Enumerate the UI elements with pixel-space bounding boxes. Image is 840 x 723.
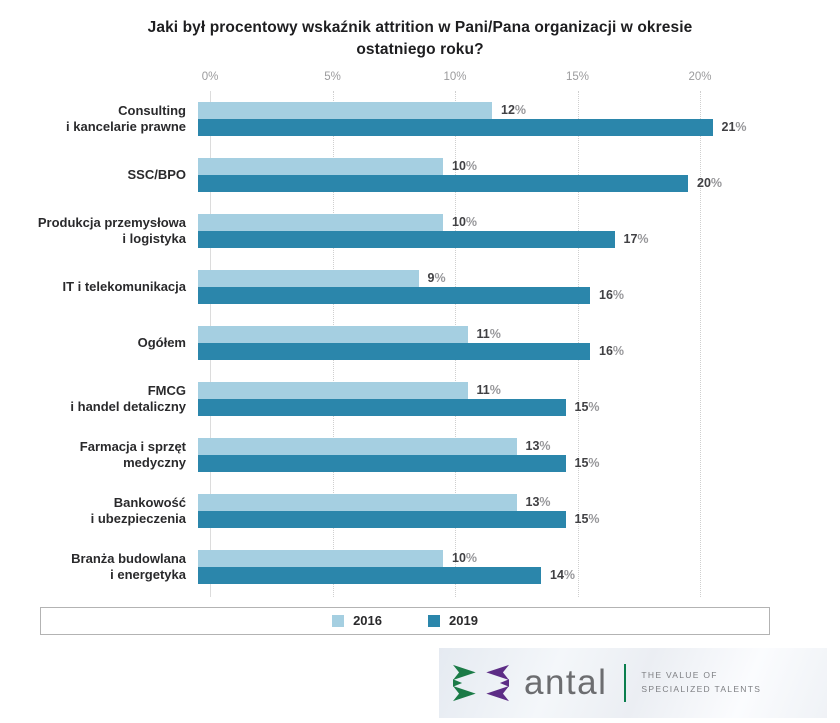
legend-swatch [332, 615, 344, 627]
bar-2019 [198, 455, 566, 472]
bar-2016 [198, 494, 517, 511]
legend-swatch [428, 615, 440, 627]
brand-banner [439, 648, 827, 718]
value-label: 10% [452, 215, 478, 230]
bar-2019 [198, 231, 615, 248]
bar-2016 [198, 270, 419, 287]
bar-2016 [198, 214, 443, 231]
x-tick-label: 10% [443, 70, 467, 83]
legend-label: 2019 [449, 613, 478, 629]
bar-group [198, 214, 840, 248]
tagline-line-2: SPECIALIZED TALENTS [641, 683, 762, 694]
value-label: 16% [599, 344, 625, 359]
value-label: 10% [452, 551, 478, 566]
value-label: 13% [525, 439, 551, 454]
bar-2016 [198, 550, 443, 567]
legend-label: 2016 [353, 613, 382, 629]
bar-group [198, 326, 840, 360]
bar-2019 [198, 567, 541, 584]
chart-row [0, 539, 840, 595]
chart-row [0, 427, 840, 483]
value-label: 11% [476, 383, 501, 398]
bar-2019 [198, 343, 590, 360]
value-label: 9% [427, 271, 446, 286]
bar-2016 [198, 438, 517, 455]
plot-rows [0, 91, 840, 595]
bar-2016 [198, 102, 492, 119]
bar-group [198, 158, 840, 192]
legend [40, 607, 770, 635]
chart-row [0, 147, 840, 203]
x-tick-label: 15% [565, 70, 590, 83]
brand-tagline [641, 669, 761, 696]
value-label: 11% [476, 327, 501, 342]
value-label: 20% [697, 176, 723, 191]
x-tick-label: 0% [201, 70, 219, 83]
category-label: Branża budowlana i energetyka [71, 550, 186, 582]
value-label: 14% [550, 568, 576, 583]
value-label: 15% [574, 400, 600, 415]
bar-2019 [198, 175, 688, 192]
chart-row [0, 315, 840, 371]
bar-2016 [198, 158, 443, 175]
tagline-line-1: THE VALUE OF [641, 670, 718, 681]
legend-item-2019 [428, 613, 478, 628]
antal-logo-text: antal [524, 663, 608, 703]
bar-group [198, 550, 840, 584]
value-label: 15% [574, 512, 600, 527]
value-label: 15% [574, 456, 600, 471]
chart-row [0, 203, 840, 259]
chart-title: Jaki był procentowy wskaźnik attrition w Pani/Pana organizacji w okresie ostatniego roku? [147, 19, 693, 59]
value-label: 21% [721, 120, 747, 135]
category-label: Ogółem [137, 334, 186, 350]
value-label: 16% [599, 288, 625, 303]
x-tick-label: 5% [324, 70, 341, 83]
chart-row [0, 371, 840, 427]
category-label: SSC/BPO [127, 166, 186, 182]
logo-divider [624, 664, 626, 702]
category-label: Produkcja przemysłowa i logistyka [37, 214, 186, 246]
bar-group [198, 382, 840, 416]
value-label: 12% [501, 103, 527, 118]
category-label: Farmacja i sprzęt medyczny [79, 438, 186, 470]
bar-group [198, 270, 840, 304]
value-label: 13% [525, 495, 551, 510]
chart-row [0, 91, 840, 147]
category-label: IT i telekomunikacja [62, 278, 186, 294]
legend-item-2016 [332, 613, 382, 628]
category-label: Consulting i kancelarie prawne [66, 102, 186, 134]
bar-2019 [198, 287, 590, 304]
bar-2019 [198, 399, 566, 416]
attrition-bar-chart [0, 65, 840, 599]
bar-group [198, 494, 840, 528]
bar-group [198, 438, 840, 472]
chart-row [0, 259, 840, 315]
bar-2019 [198, 119, 713, 136]
bar-2016 [198, 382, 468, 399]
category-label: Bankowość i ubezpieczenia [90, 494, 186, 526]
x-tick-label: 20% [688, 70, 712, 83]
value-label: 17% [623, 232, 649, 247]
chart-row [0, 483, 840, 539]
bar-2019 [198, 511, 566, 528]
antal-logo-icon [453, 663, 509, 703]
category-label: FMCG i handel detaliczny [70, 382, 186, 414]
bar-group [198, 102, 840, 136]
value-label: 10% [452, 159, 478, 174]
bar-2016 [198, 326, 468, 343]
